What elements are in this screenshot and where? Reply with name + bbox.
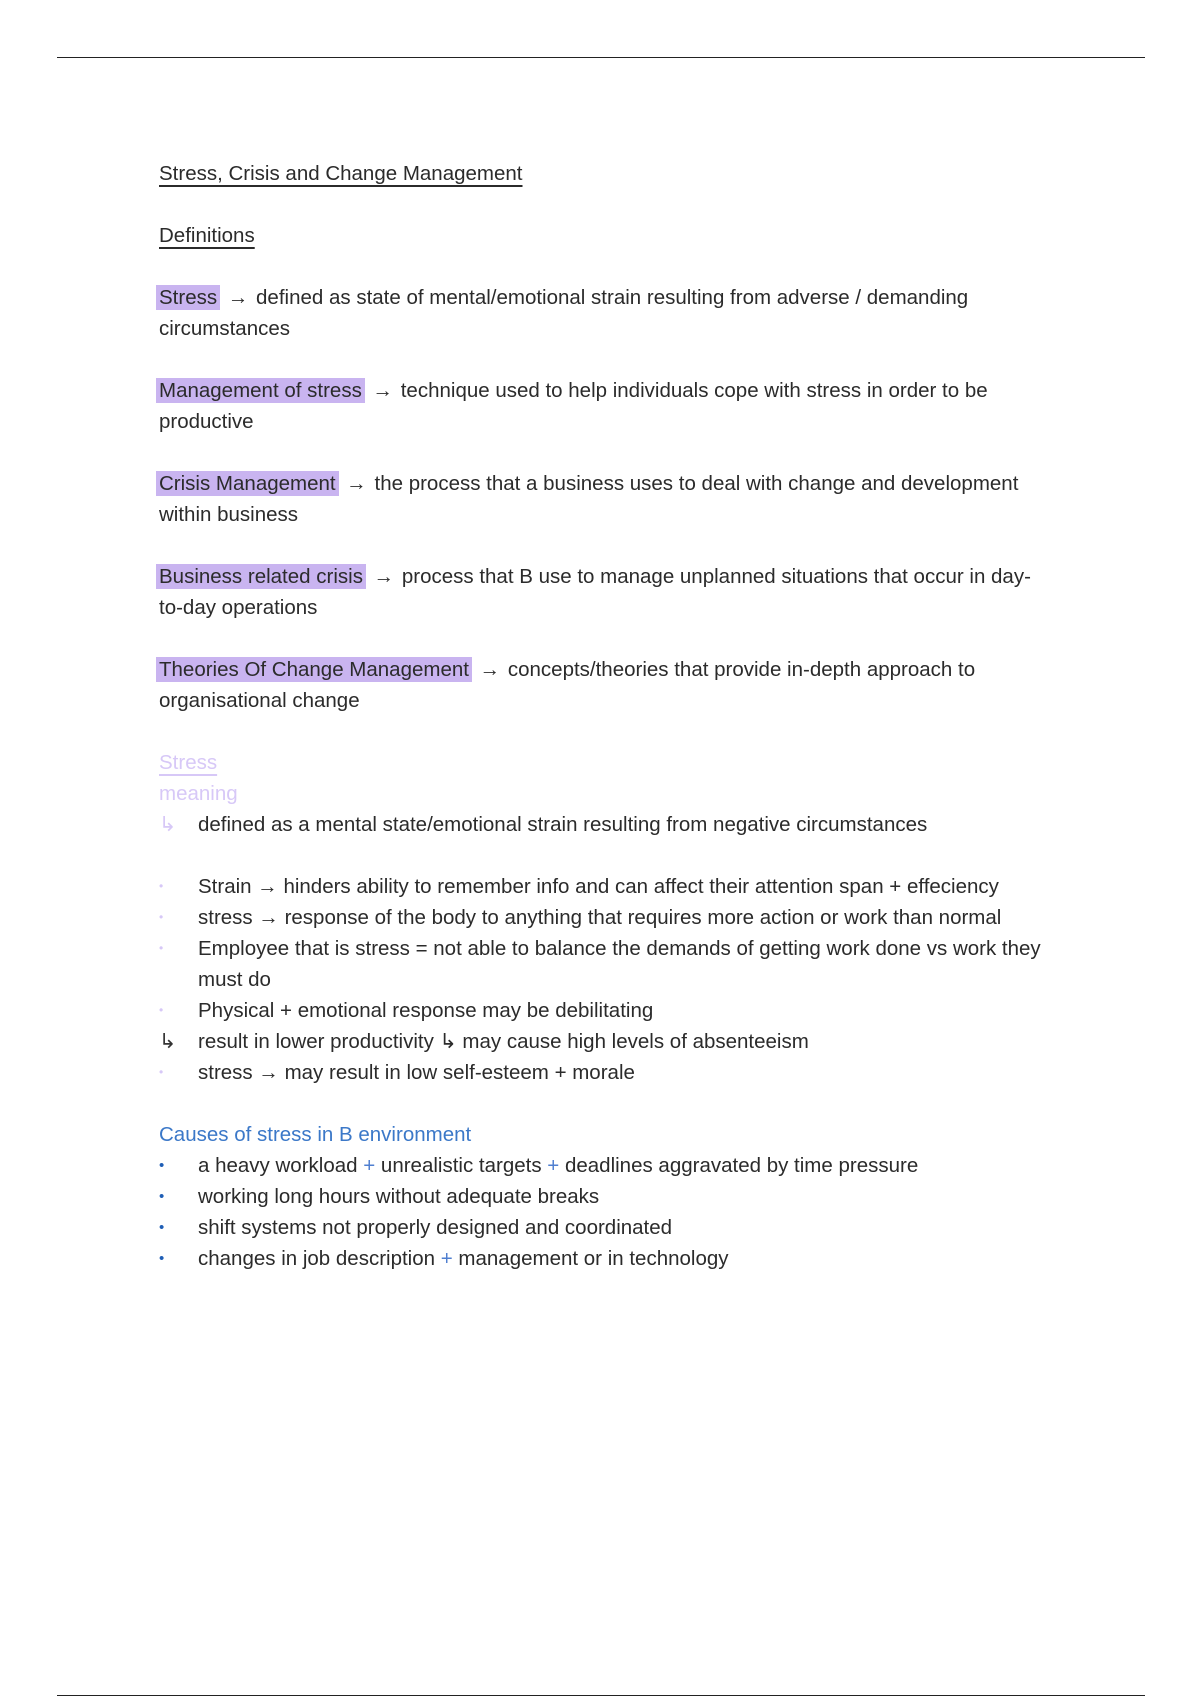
definition-item (159, 282, 1049, 344)
definition-item (159, 375, 1049, 437)
bullet-icon: • (159, 941, 164, 955)
list-item (159, 1212, 1049, 1243)
arrow-icon: → (372, 379, 394, 402)
document-body (159, 158, 1049, 1274)
definitions-heading-line (159, 220, 1049, 251)
definition-term: Crisis Management (156, 471, 339, 496)
list-item-text: management or in technology (452, 1247, 729, 1270)
list-item (159, 1057, 1049, 1088)
list-item (159, 871, 1049, 902)
bullet-icon: • (159, 1003, 164, 1017)
top-rule (57, 57, 1145, 58)
list-item-text: changes in job description (198, 1247, 441, 1270)
list-item (159, 1026, 1049, 1057)
meaning-row (159, 809, 1049, 840)
arrow-icon: → (479, 658, 501, 681)
bullet-icon: • (159, 1157, 165, 1174)
bullet-icon: • (159, 1065, 164, 1079)
definition-text: defined as state of mental/emotional strain resulting from adverse / demanding circumstances (159, 286, 969, 340)
list-item (159, 1181, 1049, 1212)
arrow-icon: → (227, 286, 249, 309)
list-item-text: result in lower productivity ↳ may cause high levels of absenteeism (198, 1030, 809, 1053)
meaning-subheading: meaning (159, 782, 238, 805)
definitions-heading: Definitions (159, 224, 255, 247)
list-item-text: unrealistic targets (375, 1154, 548, 1177)
doc-title-line (159, 158, 1049, 189)
list-item (159, 902, 1049, 933)
causes-heading: Causes of stress in B environment (159, 1123, 472, 1146)
definition-term: Stress (156, 285, 220, 310)
list-item-text: shift systems not properly designed and coordinated (198, 1216, 673, 1239)
list-item-text: stress → may result in low self-esteem + morale (198, 1061, 635, 1084)
arrow-icon: → (346, 472, 367, 495)
definition-term: Business related crisis (156, 564, 366, 589)
list-item (159, 933, 1049, 995)
definition-item (159, 654, 1049, 716)
list-item (159, 995, 1049, 1026)
definition-text: concepts/theories that provide in-depth approach to organisational change (159, 658, 976, 712)
definition-item (159, 561, 1049, 623)
bullet-icon: • (159, 879, 164, 893)
return-arrow-icon: ↳ (159, 813, 177, 836)
doc-title: Stress, Crisis and Change Management (159, 162, 523, 185)
definition-text: the process that a business uses to deal with change and development within business (159, 472, 1019, 526)
arrow-icon: → (373, 565, 395, 588)
list-item-text: deadlines aggravated by time pressure (559, 1154, 919, 1177)
definition-text: process that B use to manage unplanned situations that occur in day-to-day operations (159, 565, 1031, 619)
return-arrow-icon: ↳ (159, 1030, 177, 1053)
stress-heading: Stress (159, 751, 218, 774)
list-item (159, 1243, 1049, 1274)
definition-text: technique used to help individuals cope with stress in order to be productive (159, 379, 988, 433)
meaning-text: defined as a mental state/emotional strain resulting from negative circumstances (198, 813, 928, 836)
list-item-text: Strain → hinders ability to remember info and can affect their attention span + effeciency (198, 875, 999, 898)
list-item (159, 1150, 1049, 1181)
plus-sign: + (363, 1154, 376, 1177)
list-item-text: Employee that is stress = not able to balance the demands of getting work done vs work they must do (198, 937, 1041, 991)
bullet-icon: • (159, 1250, 165, 1267)
plus-sign: + (547, 1154, 560, 1177)
bullet-icon: • (159, 1188, 165, 1205)
bullet-icon: • (159, 910, 164, 924)
bullet-icon: • (159, 1219, 165, 1236)
bottom-rule (57, 1695, 1145, 1696)
definition-term: Theories Of Change Management (156, 657, 472, 682)
list-item-text: Physical + emotional response may be debilitating (198, 999, 654, 1022)
definition-item (159, 468, 1049, 530)
plus-sign: + (440, 1247, 453, 1270)
list-item-text: working long hours without adequate breaks (198, 1185, 600, 1208)
definition-term: Management of stress (156, 378, 365, 403)
list-item-text: a heavy workload (198, 1154, 364, 1177)
list-item-text: stress → response of the body to anything that requires more action or work than normal (198, 906, 1002, 929)
